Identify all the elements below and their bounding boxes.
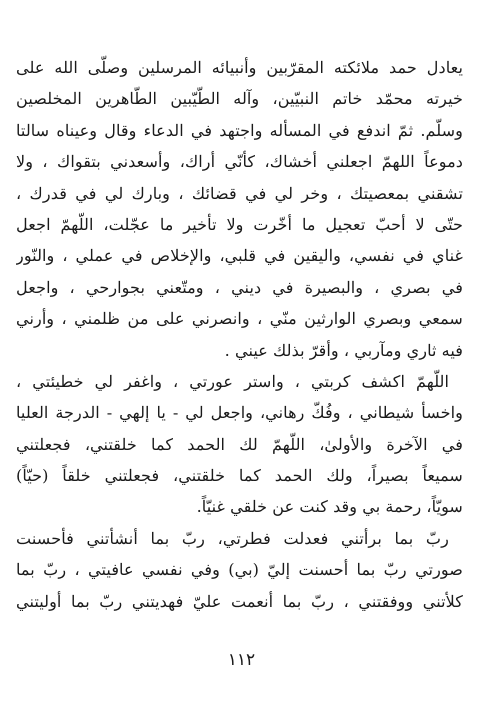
paragraph [16, 523, 463, 617]
text-line: كلأتني ووفقتني ، ربّ بما أنعمت عليّ فهديتني ربّ بما أوليتني [16, 591, 463, 611]
text-line: اللّهمّ اكشف كربتي ، واستر عورتي ، واغفر لي خطيئتي ، [16, 371, 449, 391]
text-line: يعادل حمد ملائكته المقرّبين وأنبيائه المرسلين وصلّى الله على [16, 58, 463, 77]
text-line: في بصري ، والبصيرة في ديني ، ومتّعني بجوارحي ، واجعل [16, 277, 463, 297]
text-line: سميعاً بصيراً، ولك الحمد كما خلقتني، فجعلتني خلقاً (حيّاً) [16, 466, 463, 486]
text-line: ربّ بما برأتني فعدلت فطرتي، ربّ بما أنشأتني فأحسنت [16, 528, 449, 548]
text-line: فيه ثاري ومآربي ، وأقرّ بذلك عيني . [224, 340, 463, 360]
text-line: واخسأ شيطاني ، وفُكّ رهاني، واجعل لي - يا إلهي - الدرجة العليا [16, 403, 463, 423]
text-line: خيرته محمّد خاتم النبيّين، وآله الطّيّبين الطّاهرين المخلصين [16, 89, 463, 109]
text-line: غناي في نفسي، واليقين في قلبي، والإخلاص في عملي ، والنّور [16, 246, 463, 266]
text-line: سمعي وبصري الوارثين منّي ، وانصرني على من ظلمني ، وأرني [16, 309, 463, 329]
text-line: وسلّم. ثمّ اندفع في المسأله واجتهد في الدعاء وقال وعيناه سالتا [16, 120, 463, 140]
page-number: ١١٢ [227, 650, 256, 670]
paragraph [16, 366, 463, 523]
text-line: في الآخرة والأولىٰ، اللّهمّ لك الحمد كما خلقتني، فجعلتني [16, 434, 463, 454]
text-line: سويّاً، رحمة بي وقد كنت عن خلقي غنيّاً. [196, 497, 463, 517]
text-line: صورتي ربّ بما أحسنت إليّ (بي) وفي نفسي عافيتي ، ربّ بما [16, 560, 463, 580]
text-line: دموعاً اللهمّ اجعلني أخشاك، كأنّي أراك، وأسعدني بتقواك ، ولا [16, 152, 463, 172]
paragraph [16, 52, 463, 366]
text-line: حتّى لا أحبّ تعجيل ما أخّرت ولا تأخير ما عجّلت، اللّهمّ اجعل [16, 214, 463, 234]
text-line: تشقني بمعصيتك ، وخر لي في قضائك ، وبارك لي في قدرك ، [16, 183, 463, 203]
body-text [16, 52, 463, 617]
